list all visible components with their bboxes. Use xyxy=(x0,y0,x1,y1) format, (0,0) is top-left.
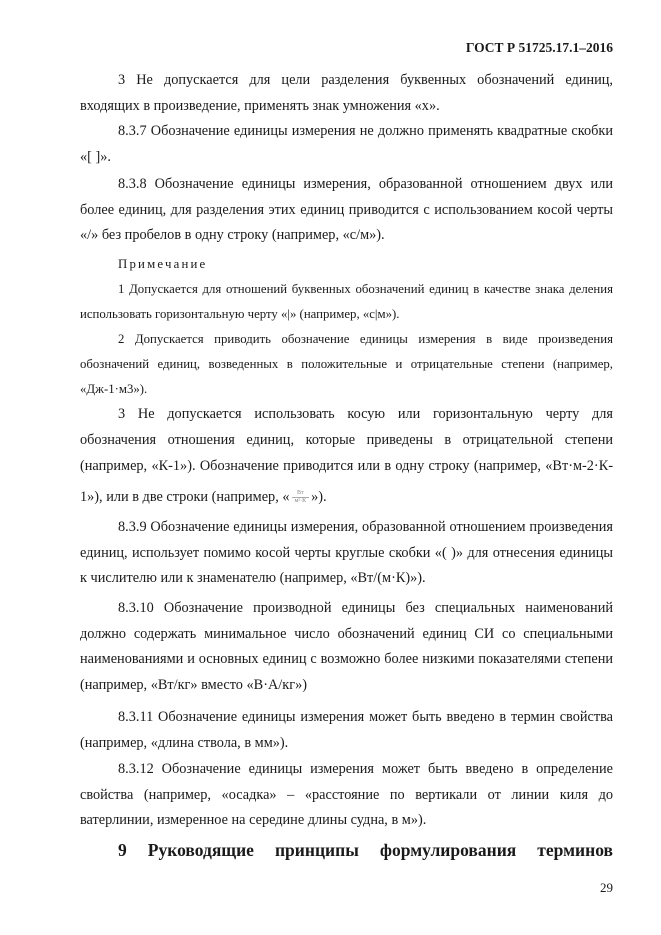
paragraph-8-3-9: 8.3.9 Обозначение единицы измерения, образованной отношением произведения единиц, использует помимо косой черты круглые скобки «( )» для отнесения единицы к числителю или к знаменателю (например, «Вт/(м·К)»). xyxy=(80,519,613,586)
note-1: 1 Допускается для отношений буквенных обозначений единиц в качестве знака деления использовать горизонтальную черту «|» (например, «с|м»). xyxy=(80,282,613,321)
paragraph-note3-top: 3 Не допускается для цели разделения буквенных обозначений единиц, входящих в произведение, применять знак умножения «х». xyxy=(80,72,613,114)
document-code-header: ГОСТ Р 51725.17.1–2016 xyxy=(465,40,613,55)
fraction-numerator: Вт xyxy=(292,490,310,498)
note-3-line-4 xyxy=(80,485,613,510)
note-3-line-2: обозначения отношения единиц, которые приведены в отрицательной степени xyxy=(80,432,613,448)
note-2: 2 Допускается приводить обозначение единицы измерения в виде произведения обозначений единиц, возведенных в положительные и отрицательные степени (например, «Дж-1·м3»). xyxy=(80,332,613,396)
fraction-image xyxy=(292,490,310,505)
note-title: Примечание xyxy=(118,257,208,271)
paragraph-8-3-8: 8.3.8 Обозначение единицы измерения, образованной отношением двух или более единиц, для разделения этих единиц приводится с использованием косой черты «/» без пробелов в одну строку (например, «с/м»). xyxy=(80,176,613,243)
paragraph-8-3-7: 8.3.7 Обозначение единицы измерения не должно применять квадратные скобки «[ ]». xyxy=(80,123,613,165)
note-3-last-close: »). xyxy=(311,489,327,505)
section-heading-9: 9 Руководящие принципы формулирования терминов xyxy=(118,840,613,860)
note-3-line-1: 3 Не допускается использовать косую или горизонтальную черту для xyxy=(118,406,613,422)
note-3-line-3: (например, «К-1»). Обозначение приводится или в одну строку (например, «Вт·м-2·К- xyxy=(80,458,613,474)
page-number: 29 xyxy=(600,880,613,895)
paragraph-8-3-10: 8.3.10 Обозначение производной единицы без специальных наименований должно содержать минимальное число обозначений единиц СИ со специальными наименованиями и основных единиц с возможно более низкими показателями степени (например, «Вт/кг» вместо «В·А/кг») xyxy=(80,600,613,693)
note-3-last-text: 1»), или в две строки (например, « xyxy=(80,489,290,505)
fraction-denominator: м²·К xyxy=(294,498,307,505)
paragraph-8-3-11: 8.3.11 Обозначение единицы измерения может быть введено в термин свойства (например, «длина ствола, в мм»). xyxy=(80,709,613,751)
paragraph-8-3-12: 8.3.12 Обозначение единицы измерения может быть введено в определение свойства (например, «осадка» – «расстояние по вертикали от линии киля до ватерлинии, измеренное на середине длины судна, в м»). xyxy=(80,761,613,828)
